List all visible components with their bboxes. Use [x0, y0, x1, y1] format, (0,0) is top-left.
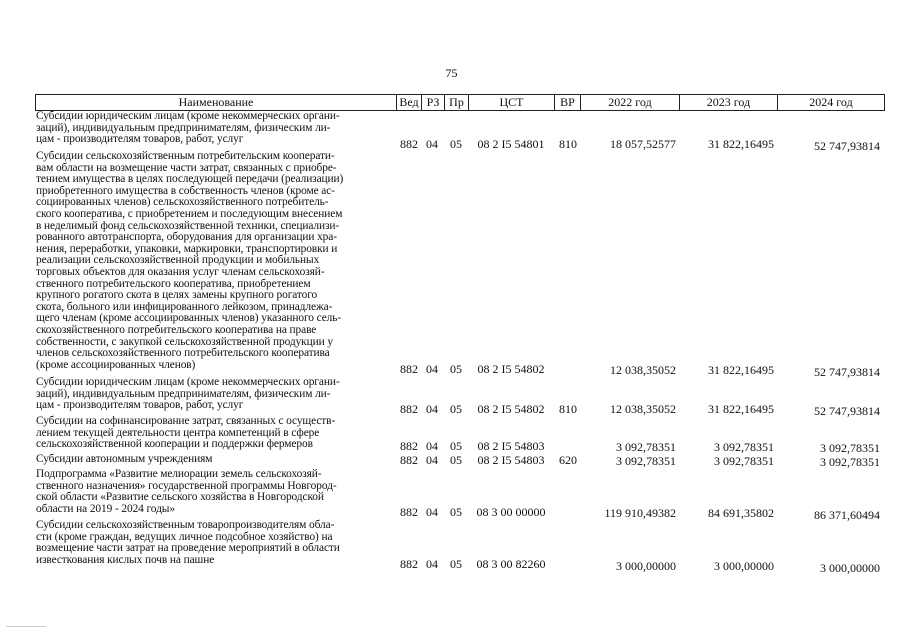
row-ved: 882 — [400, 453, 418, 467]
header-cst: ЦСТ — [499, 95, 524, 109]
row-cst: 08 2 I5 54802 — [477, 402, 545, 416]
header-2024: 2024 год — [809, 95, 853, 109]
row-2024: 52 747,93814 — [814, 365, 880, 379]
row-cst: 08 3 00 00000 — [476, 505, 546, 519]
row-rz: 04 — [426, 453, 438, 467]
row-cst: 08 2 I5 54801 — [477, 137, 545, 151]
row-pr: 05 — [450, 439, 462, 453]
row-2023: 84 691,35802 — [708, 506, 774, 520]
row-rz: 04 — [426, 137, 438, 151]
row-rz: 04 — [426, 557, 438, 571]
row-2024: 52 747,93814 — [814, 404, 880, 418]
row-pr: 05 — [450, 505, 462, 519]
row-ved: 882 — [400, 402, 418, 416]
scan-edge-mark — [6, 626, 46, 627]
header-vr: ВР — [560, 95, 575, 109]
row-rz: 04 — [426, 362, 438, 376]
row-pr: 05 — [450, 137, 462, 151]
row-ved: 882 — [400, 362, 418, 376]
page-number: 75 — [445, 66, 458, 80]
row-2023: 3 000,00000 — [714, 559, 774, 573]
row-2022: 3 092,78351 — [616, 440, 676, 454]
row-pr: 05 — [450, 453, 462, 467]
header-2022: 2022 год — [608, 95, 652, 109]
row-2023: 3 092,78351 — [714, 440, 774, 454]
row-cst: 08 2 I5 54803 — [477, 453, 545, 467]
row-2022: 119 910,49382 — [604, 506, 676, 520]
row-2023: 31 822,16495 — [708, 137, 774, 151]
header-divider — [884, 94, 885, 111]
row-name: Субсидии на софинансирование затрат, связанных с осуществ- лением текущей деятельности центра компетенций в сфере сельскохозяйственной кооперации и поддержки фермеров — [36, 415, 336, 451]
row-2024: 86 371,60494 — [814, 508, 880, 522]
row-2024: 3 092,78351 — [820, 455, 880, 469]
row-2022: 3 092,78351 — [616, 454, 676, 468]
row-vr: 620 — [559, 453, 577, 467]
row-name: Субсидии автономным учреждениям — [36, 453, 213, 465]
row-name: Субсидии сельскохозяйственным товаропроизводителям обла- сти (кроме граждан, ведущих личное подсобное хозяйство) на возмещение части затрат на проведение мероприятий в области известкования кислых почв на пашне — [36, 519, 340, 566]
row-ved: 882 — [400, 137, 418, 151]
row-cst: 08 2 I5 54803 — [477, 439, 545, 453]
row-ved: 882 — [400, 557, 418, 571]
row-rz: 04 — [426, 505, 438, 519]
header-rz: РЗ — [426, 95, 440, 109]
row-ved: 882 — [400, 439, 418, 453]
row-name: Субсидии юридическим лицам (кроме некоммерческих органи- заций), индивидуальным предпринимателям, физическим ли- цам - производителям товаров, работ, услуг — [36, 110, 340, 146]
row-2022: 18 057,52577 — [610, 137, 676, 151]
row-2022: 12 038,35052 — [610, 402, 676, 416]
row-cst: 08 3 00 82260 — [476, 557, 546, 571]
row-2023: 3 092,78351 — [714, 454, 774, 468]
row-vr: 810 — [559, 137, 577, 151]
row-2024: 3 092,78351 — [820, 441, 880, 455]
row-pr: 05 — [450, 402, 462, 416]
row-name: Субсидии сельскохозяйственным потребительским кооперати- вам области на возмещение части затрат, связанных с приобре- тением имущества в целях последующей передачи (реализации) приобретенного имущества в собственность членов (кроме ас- социированных членов) сельскохозяйственного потребитель- ского кооператива, с приобретением и последующим внесением в неделимый фонд сельскохозяйственной техники, специализи- рованного автотранспорта, оборудования для организации хра- нения, переработки, упаковки, маркировки, транспортировки и реализации сельскохозяйственной продукции и мобильных торговых объектов для оказания услуг членам сельскохозяй- ственного потребительского кооператива, приобретением крупного рогатого скота в целях замены крупного рогатого скота, больного или инфицированного лейкозом, принадлежа- щего членам (кроме ассоциированных членов) указанного сель- скохозяйственного потребительского кооператива на праве собственности, с закупкой сельскохозяйственной продукции у членов сельскохозяйственного потребительского кооператива (кроме ассоциированных членов) — [36, 150, 344, 371]
row-rz: 04 — [426, 402, 438, 416]
row-vr: 810 — [559, 402, 577, 416]
row-2023: 31 822,16495 — [708, 402, 774, 416]
header-2023: 2023 год — [706, 95, 751, 109]
row-2022: 12 038,35052 — [610, 363, 676, 377]
row-name: Подпрограмма «Развитие мелиорации земель сельскохозяй- ственного назначения» государственной программы Новгород- ской области «Развитие сельского хозяйства в Новгородской области на 2019 - 2024 годы» — [36, 468, 337, 515]
header-pr: Пр — [449, 95, 464, 109]
row-cst: 08 2 I5 54802 — [477, 362, 545, 376]
row-ved: 882 — [400, 505, 418, 519]
row-pr: 05 — [450, 557, 462, 571]
row-2024: 3 000,00000 — [820, 561, 880, 575]
row-name: Субсидии юридическим лицам (кроме некоммерческих органи- заций), индивидуальным предпринимателям, физическим ли- цам - производителям товаров, работ, услуг — [36, 376, 340, 412]
row-2024: 52 747,93814 — [814, 139, 880, 153]
header-ved: Вед — [399, 95, 419, 109]
row-2023: 31 822,16495 — [708, 363, 774, 377]
row-pr: 05 — [450, 362, 462, 376]
row-2022: 3 000,00000 — [616, 559, 676, 573]
header-name: Наименование — [178, 95, 254, 109]
row-rz: 04 — [426, 439, 438, 453]
